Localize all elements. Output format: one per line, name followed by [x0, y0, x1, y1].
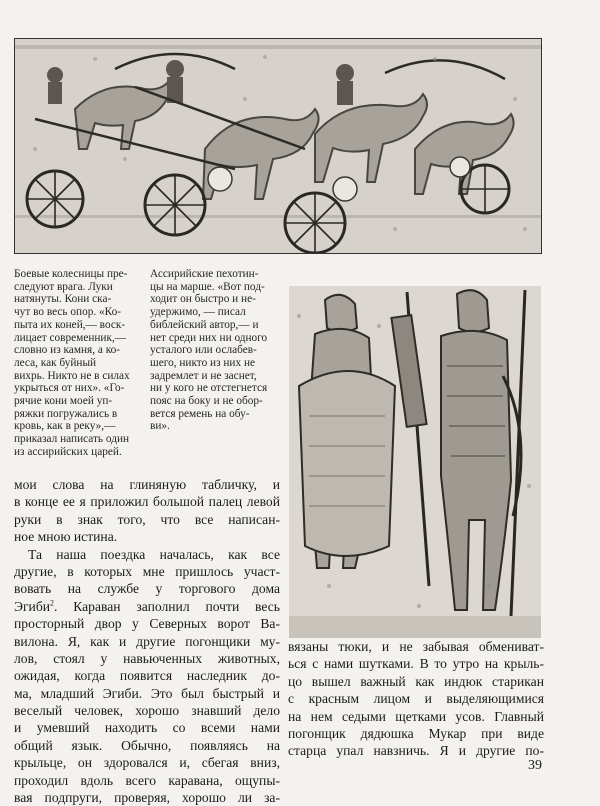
caption-line: задремлет и не заснет,: [150, 369, 257, 382]
caption-line: шего, никто из них не: [150, 356, 256, 369]
caption-line: из ассирийских царей.: [14, 445, 122, 458]
caption-line: ряжки погружались в: [14, 407, 118, 420]
text-fragment: Караван заполнил почти весь: [73, 598, 280, 614]
caption-line: укрыться от них». «Го-: [14, 382, 125, 395]
caption-line: приказал написать один: [14, 433, 130, 446]
caption-line: библейский автор,— и: [150, 318, 259, 331]
caption-line: рячие кони моей уп-: [14, 395, 113, 408]
text-line: лов, стоял у навьюченных животных,: [14, 650, 280, 666]
caption-line: ви».: [150, 420, 170, 433]
text-line: веселый человек, хорошо знавший дело: [14, 703, 280, 719]
text-fragment: Эгиби: [14, 598, 51, 614]
caption-line: словно из камня, а ко-: [14, 344, 121, 357]
text-line: на нем седыми щетками усов. Главный: [288, 708, 544, 724]
relief-soldiers-illustration: [289, 286, 541, 638]
caption-line: лицает современник,—: [14, 331, 127, 344]
text-line: с красным лицом и выделяющимися: [288, 691, 544, 707]
caption-line: вихрь. Никто не в силах: [14, 369, 130, 382]
caption-line: натянуты. Кони ска-: [14, 293, 112, 306]
text-line: руки в знак того, что все написан-: [14, 511, 280, 527]
text-line: и умевший находить со всеми нами: [14, 720, 280, 736]
text-line: погонщик дядюшка Мукар при виде: [288, 725, 544, 741]
caption-line: нет среди них ни одного: [150, 331, 268, 344]
page-number: 39: [528, 758, 542, 773]
text-line: ма, младший Эгиби. Это был быстрый и: [14, 685, 280, 701]
caption-line: Ассирийские пехотин-: [150, 268, 259, 280]
text-line: Та наша поездка началась, как все: [28, 546, 280, 562]
body-column-right: [288, 638, 544, 760]
footnote-mark: 2: [50, 598, 55, 608]
text-line: ься с нами шутками. В то утро на крыль-: [288, 656, 544, 672]
text-line: ожидая, когда появится наследник до-: [14, 668, 280, 684]
text-line: вовать на службе у торгового дома: [14, 581, 280, 597]
relief-chariots-illustration: [14, 38, 542, 254]
text-line: старца упал навзничь. Я и другие по-: [288, 743, 544, 759]
caption-line: следуют врага. Луки: [14, 280, 113, 293]
text-line: мои слова на глиняную табличку, и: [14, 477, 280, 492]
text-line: крыльце, он здоровался и, сбегая вниз,: [14, 755, 280, 771]
text-line: вая подпруги, проверяя, хорошо ли за-: [14, 790, 280, 806]
caption-line: цы на марше. «Вот под-: [150, 280, 265, 293]
caption-line: ни у кого не отстегнется: [150, 382, 268, 395]
body-column-left: [14, 476, 280, 806]
text-line: цо вышел важный как индюк старикан: [288, 673, 544, 689]
caption-line: ходит он быстро и не-: [150, 293, 256, 306]
caption-line: пыта их коней,— воск-: [14, 318, 126, 331]
text-line: просторный двор у Северных ворот Ва-: [14, 616, 280, 632]
caption-chariots: [14, 268, 146, 459]
text-line: ное мною истина.: [14, 529, 118, 545]
text-line: вязаны тюки, и не забывая обмениват-: [288, 639, 544, 654]
caption-line: Боевые колесницы пре-: [14, 268, 128, 280]
text-line: другие, в которых мне пришлось участ-: [14, 563, 280, 579]
caption-infantry: [150, 268, 276, 433]
text-line: вилона. Я, как и другие погонщики му-: [14, 633, 280, 649]
text-line: проходил вдоль всего каравана, ощупы-: [14, 772, 280, 788]
text-line: в конце ее я приложил большой палец левой: [14, 494, 280, 510]
caption-line: кровь, как в реку»,—: [14, 420, 116, 433]
caption-line: вется ремень на обу-: [150, 407, 250, 420]
caption-line: пояс на боку и не обор-: [150, 395, 263, 408]
text-line: общий язык. Обычно, появляясь на: [14, 737, 280, 753]
caption-line: усталого или ослабев-: [150, 344, 257, 357]
caption-line: леса, как буйный: [14, 356, 97, 369]
text-line: Эгиби$^2$. Караван заполнил почти весь: [14, 598, 280, 614]
caption-line: чут во весь опор. «Ко-: [14, 306, 122, 319]
caption-line: удержимо, — писал: [150, 306, 246, 319]
